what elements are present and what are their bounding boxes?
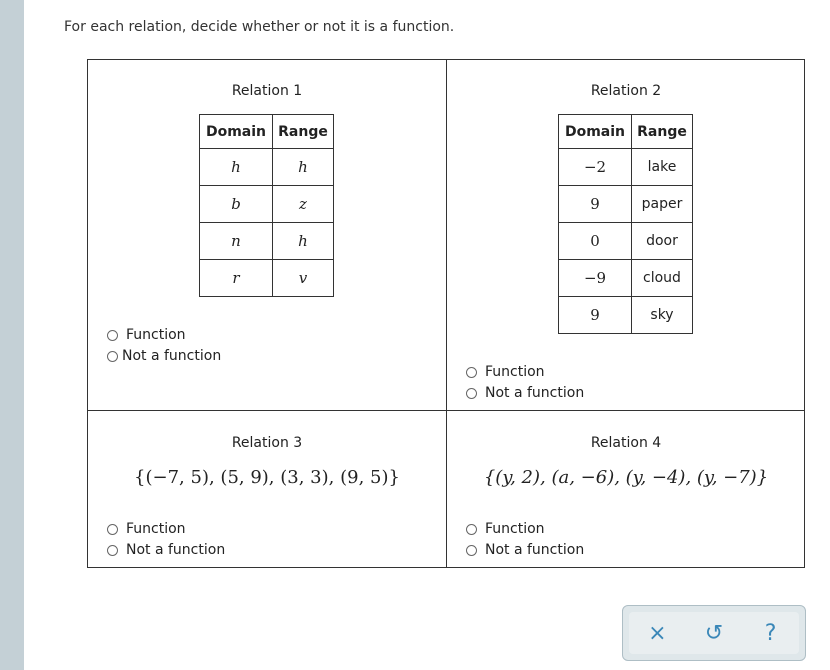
range-cell: cloud <box>632 260 693 297</box>
relation-3-set: {(−7, 5), (5, 9), (3, 3), (9, 5)} <box>134 467 400 488</box>
grid-divider-vertical <box>446 59 447 568</box>
domain-cell: b <box>200 186 273 223</box>
range-cell: v <box>273 260 334 297</box>
table-header-row <box>200 115 334 149</box>
option-label: Not a function <box>122 348 222 364</box>
option-label: Not a function <box>485 385 585 401</box>
table-row <box>559 260 693 297</box>
range-cell: h <box>273 149 334 186</box>
relation-4-set: {(y, 2), (a, −6), (y, −4), (y, −7)} <box>483 467 769 488</box>
range-cell: door <box>632 223 693 260</box>
column-header-range: Range <box>273 115 334 149</box>
grid-divider-horizontal <box>87 410 805 411</box>
table-row <box>559 149 693 186</box>
domain-cell: 9 <box>559 186 632 223</box>
option-label: Not a function <box>485 542 585 558</box>
relation-4-option-not-function[interactable] <box>466 542 584 558</box>
domain-cell: 0 <box>559 223 632 260</box>
option-label: Function <box>485 521 545 537</box>
table-row <box>559 297 693 334</box>
table-row <box>200 223 334 260</box>
relation-4-title: Relation 4 <box>590 435 662 451</box>
table-row <box>200 260 334 297</box>
answer-toolbar <box>622 605 806 661</box>
relation-4-option-function[interactable] <box>466 521 545 537</box>
relation-3-option-function[interactable] <box>107 521 186 537</box>
radio-button[interactable] <box>466 367 477 378</box>
range-cell: z <box>273 186 334 223</box>
column-header-range: Range <box>632 115 693 149</box>
radio-button[interactable] <box>466 388 477 399</box>
table-row <box>559 223 693 260</box>
range-cell: paper <box>632 186 693 223</box>
relation-2-option-not-function[interactable] <box>466 385 584 401</box>
undo-icon[interactable]: ↺ <box>704 620 724 646</box>
table-row <box>200 149 334 186</box>
relation-1-title: Relation 1 <box>231 83 303 99</box>
domain-cell: r <box>200 260 273 297</box>
domain-cell: h <box>200 149 273 186</box>
domain-cell: 9 <box>559 297 632 334</box>
radio-button[interactable] <box>466 545 477 556</box>
relation-2-table <box>558 114 693 334</box>
option-label: Function <box>126 327 186 343</box>
relation-1-option-not-function[interactable] <box>107 348 221 364</box>
table-header-row <box>559 115 693 149</box>
close-icon[interactable]: × <box>648 620 667 646</box>
relation-1-table <box>199 114 334 297</box>
question-prompt: For each relation, decide whether or not it is a function. <box>64 19 455 35</box>
range-cell: h <box>273 223 334 260</box>
radio-button[interactable] <box>107 524 118 535</box>
radio-button[interactable] <box>466 524 477 535</box>
column-header-domain: Domain <box>559 115 632 149</box>
left-sidebar-strip <box>0 0 24 670</box>
relation-2-option-function[interactable] <box>466 364 545 380</box>
option-label: Function <box>485 364 545 380</box>
table-row <box>200 186 334 223</box>
help-icon[interactable]: ? <box>764 620 777 646</box>
domain-cell: −9 <box>559 260 632 297</box>
range-cell: sky <box>632 297 693 334</box>
domain-cell: n <box>200 223 273 260</box>
toolbar-inner <box>629 612 799 654</box>
range-cell: lake <box>632 149 693 186</box>
domain-cell: −2 <box>559 149 632 186</box>
relation-2-title: Relation 2 <box>590 83 662 99</box>
relation-1-option-function[interactable] <box>107 327 186 343</box>
radio-button[interactable] <box>107 330 118 341</box>
relation-3-title: Relation 3 <box>231 435 303 451</box>
option-label: Not a function <box>126 542 226 558</box>
option-label: Function <box>126 521 186 537</box>
table-row <box>559 186 693 223</box>
radio-button[interactable] <box>107 351 118 362</box>
relation-3-option-not-function[interactable] <box>107 542 225 558</box>
radio-button[interactable] <box>107 545 118 556</box>
column-header-domain: Domain <box>200 115 273 149</box>
